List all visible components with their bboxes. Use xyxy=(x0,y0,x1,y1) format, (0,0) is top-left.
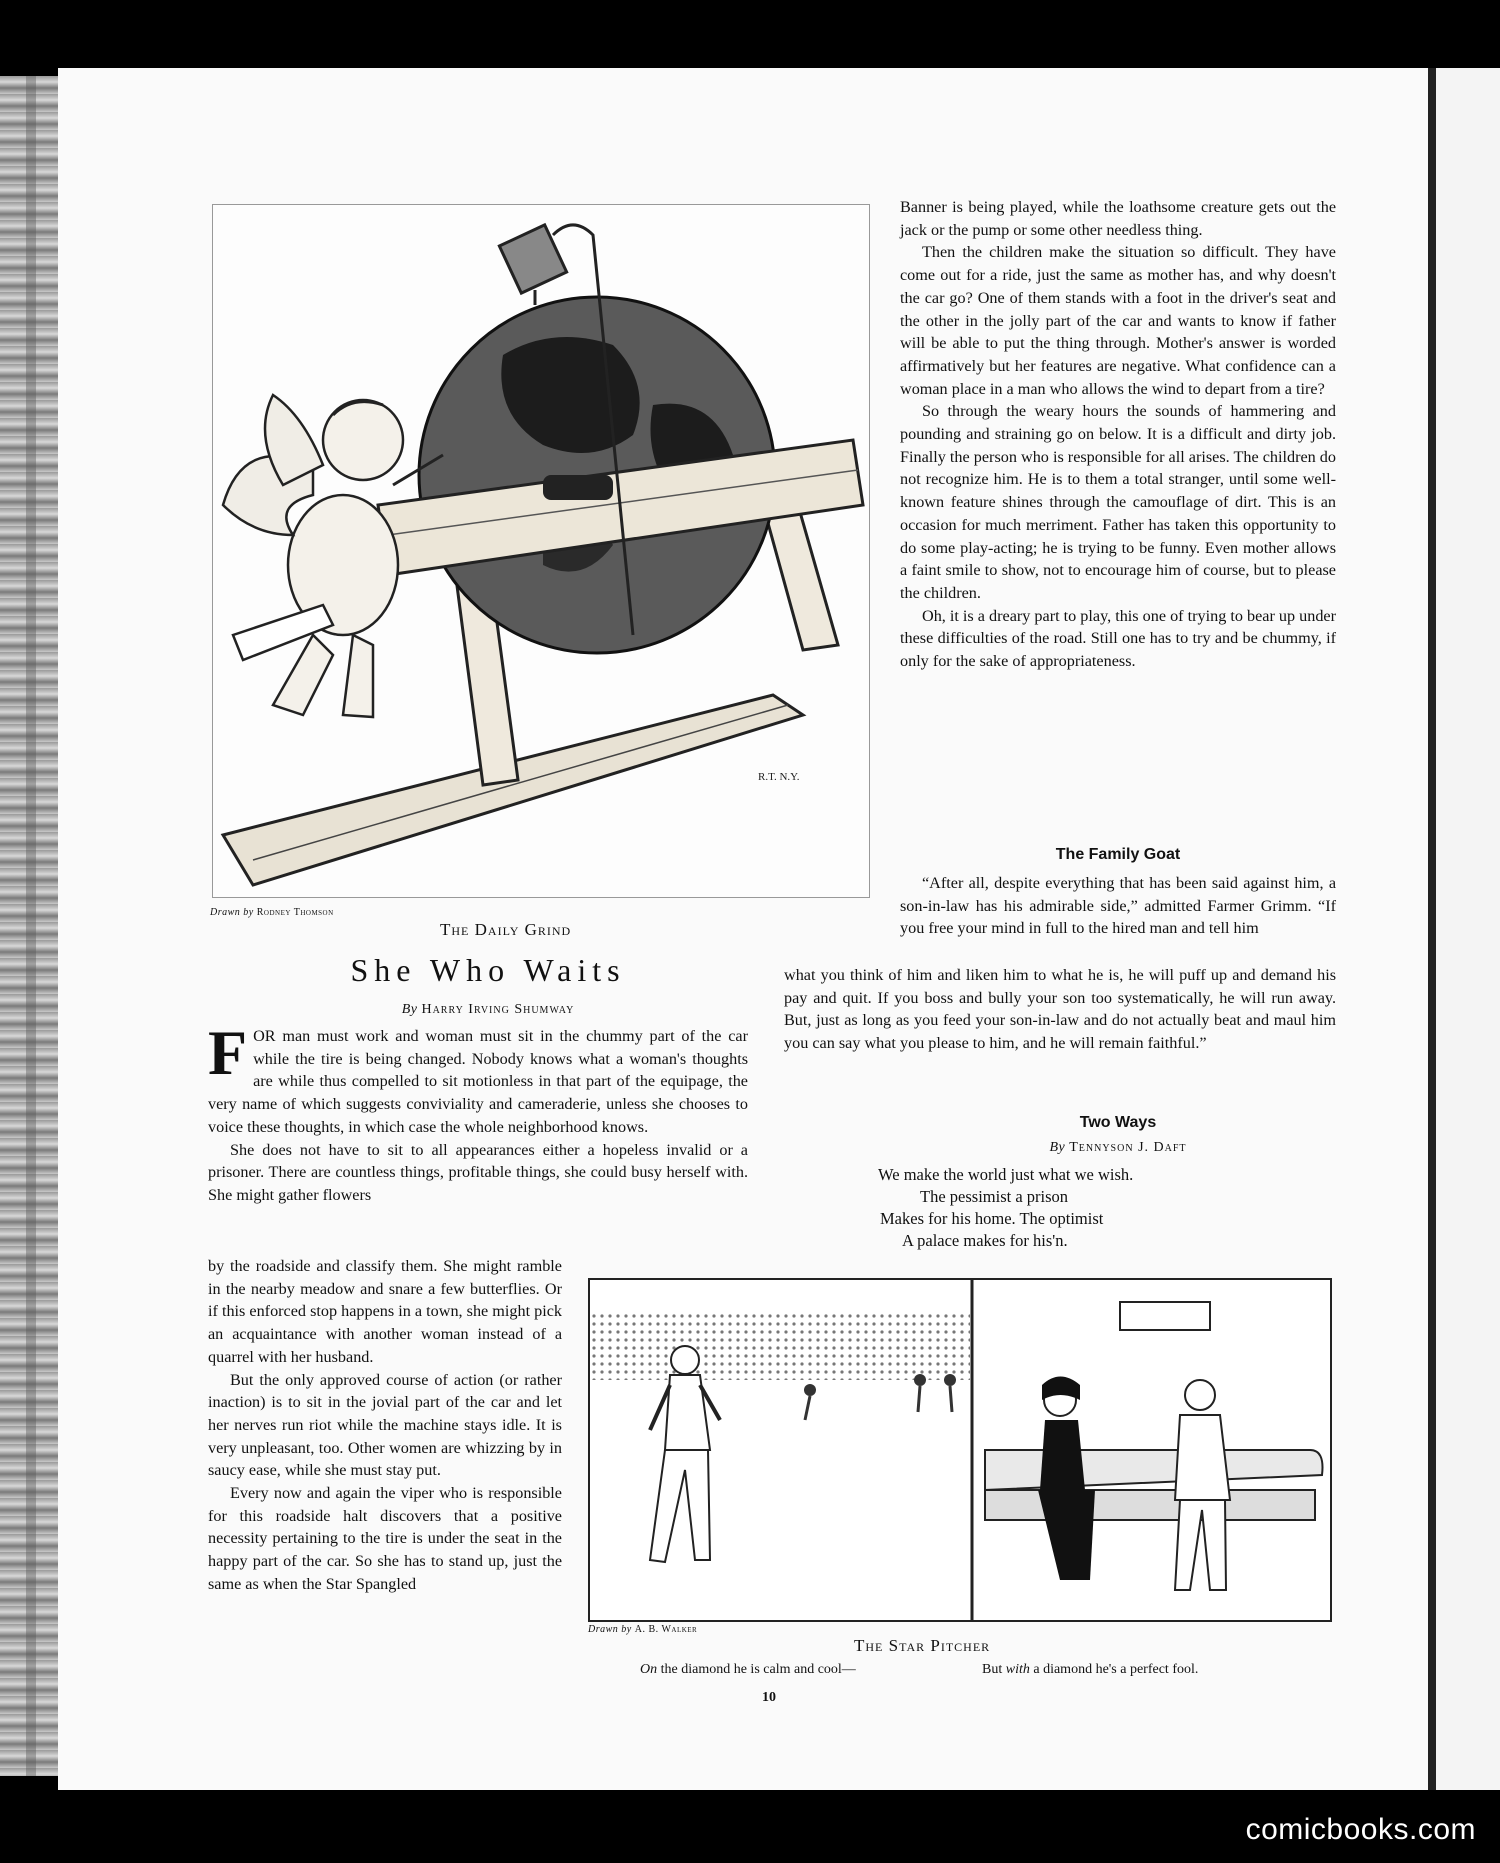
article-paragraph-2b: by the roadside and classify them. She might ramble in the nearby meadow and snare a few butterflies. Or if this enforced stop happens in a town, she might pick an acquaintance with another woman instead of a quarrel with her husband. xyxy=(208,1257,562,1366)
daily-grind-illustration xyxy=(212,204,870,898)
spine-shadow xyxy=(26,76,36,1776)
top-scan-border xyxy=(0,0,1500,76)
daily-grind-credit xyxy=(210,907,334,918)
right-subcaption-pre: But xyxy=(982,1662,1006,1677)
star-pitcher-credit xyxy=(588,1624,697,1635)
next-page-edge xyxy=(1436,68,1500,1804)
bottom-scan-border xyxy=(0,1790,1500,1863)
byline-prefix: By xyxy=(401,1002,418,1017)
family-goat-text-wide xyxy=(784,964,1336,1055)
article-paragraph-r3: So through the weary hours the sounds of hammering and pounding and straining go on below. It is a difficult and dirty job. Finally the person who is responsible for all arises. The children do not recognize him. He is to them a total stranger, until some well-known feature shines through the camouflage of dirt. This is an occasion for much merriment. Father has taken this opportunity to do some play-acting; he is trying to be funny. Even mother allows a faint smile to show, not to encourage him of course, but to please the children. xyxy=(900,402,1336,602)
byline-author: Harry Irving Shumway xyxy=(421,1002,575,1017)
poem-line-2: The pessimist a prison xyxy=(920,1187,1069,1206)
family-goat-heading: The Family Goat xyxy=(1055,846,1181,863)
article-paragraph-r1: Banner is being played, while the loathsome creature gets out the jack or the pump or some other needless thing. xyxy=(900,198,1336,239)
page-gutter xyxy=(1428,68,1436,1804)
poem-author: Tennyson J. Daft xyxy=(1069,1140,1187,1155)
right-subcaption-em: with xyxy=(1005,1662,1030,1677)
credit2-prefix: Drawn by xyxy=(588,1624,632,1635)
drop-cap: F xyxy=(208,1017,248,1088)
poem-line-1: We make the world just what we wish. xyxy=(878,1165,1134,1184)
two-ways-heading: Two Ways xyxy=(1079,1114,1157,1131)
daily-grind-caption: The Daily Grind xyxy=(440,920,572,939)
article-title: She Who Waits xyxy=(350,952,626,988)
poem-line-3: Makes for his home. The optimist xyxy=(880,1209,1104,1228)
family-goat-paragraph-1: “After all, despite everything that has been said against him, a son-in-law has his admirable side,” admitted Farmer Grimm. “If you free your mind in full to the hired man and tell him xyxy=(900,874,1336,938)
article-paragraph-2a: She does not have to sit to all appearances either a hopeless invalid or a prisoner. There are countless things, profitable things, she could busy herself with. She might gather flowers xyxy=(208,1140,748,1204)
star-pitcher-drawing xyxy=(590,1280,1330,1620)
right-subcaption-text: a diamond he's a perfect fool. xyxy=(1029,1662,1199,1677)
family-goat-text-narrow xyxy=(900,872,1336,940)
credit-name: Rodney Thomson xyxy=(256,907,334,918)
article-left-column xyxy=(208,1017,748,1207)
article-left-narrow-column xyxy=(208,1255,562,1596)
poem-byline xyxy=(900,1140,1336,1156)
daily-grind-drawing xyxy=(213,205,869,897)
article-paragraph-3: But the only approved course of action (or rather inaction) is to sit in the jovial part of the car and let her nerves run riot while the machine stays idle. It is very unpleasant, too. Other women are whizzing by in saucy ease, while she must stay put. xyxy=(208,1370,562,1480)
left-subcaption-text: the diamond he is calm and cool— xyxy=(657,1662,856,1677)
article-byline xyxy=(258,1002,718,1018)
credit-prefix: Drawn by xyxy=(210,907,254,918)
p1-text: OR man must work and woman must sit in the chummy part of the car while the tire is being changed. Nobody knows what a woman's thoughts are while thus compelled to sit motionless in that part of the equipage, the very name of which suggests conviviality and cameraderie, unless she chooses to voice these thoughts, in which case the whole neighborhood knows. xyxy=(208,1027,748,1136)
article-paragraph-r4: Oh, it is a dreary part to play, this one of trying to bear up under these difficulties of the road. Still one has to try and be chummy, if only for the sake of appropriateness. xyxy=(900,606,1336,671)
article-paragraph-4: Every now and again the viper who is responsible for this roadside halt discovers that a positive necessity pertaining to the tire is under the seat in the happy part of the car. So she has to stand up, just the same as when the Star Spangled xyxy=(208,1484,562,1593)
credit2-name: A. B. Walker xyxy=(634,1624,698,1635)
article-paragraph-r2: Then the children make the situation so difficult. They have come out for a ride, just the same as mother has, and why doesn't the car go? One of them stands with a foot in the driver's seat and the other in the jolly part of the car and wants to know if father will be able to put the thing through. Mother's answer is worded affirmatively but her features are negative. What confidence can a woman place in a man who allows the wind to depart from a tire? xyxy=(900,243,1336,398)
star-pitcher-illustration xyxy=(588,1278,1332,1622)
watermark-logo: comicbooks.com xyxy=(1245,1813,1476,1846)
artist-initials: R.T. N.Y. xyxy=(758,771,800,783)
poem-byline-prefix: By xyxy=(1049,1140,1066,1155)
article-paragraph-1 xyxy=(208,1017,748,1139)
article-right-column xyxy=(900,196,1336,673)
star-pitcher-left-subcaption xyxy=(640,1662,856,1678)
left-subcaption-em: On xyxy=(640,1662,658,1677)
family-goat-paragraph-2: what you think of him and liken him to what he is, he will puff up and demand his pay and quit. If you boss and bully your son too systematically, he will run away. But, just as long as you feed your son-in-law and do not actually beat and maul him you can say what you please to him, and he will remain faithful.” xyxy=(784,966,1336,1053)
star-pitcher-caption: The Star Pitcher xyxy=(854,1636,991,1655)
page-number: 10 xyxy=(762,1690,776,1705)
star-pitcher-right-subcaption xyxy=(982,1662,1198,1678)
poem-line-4: A palace makes for his'n. xyxy=(902,1231,1068,1250)
